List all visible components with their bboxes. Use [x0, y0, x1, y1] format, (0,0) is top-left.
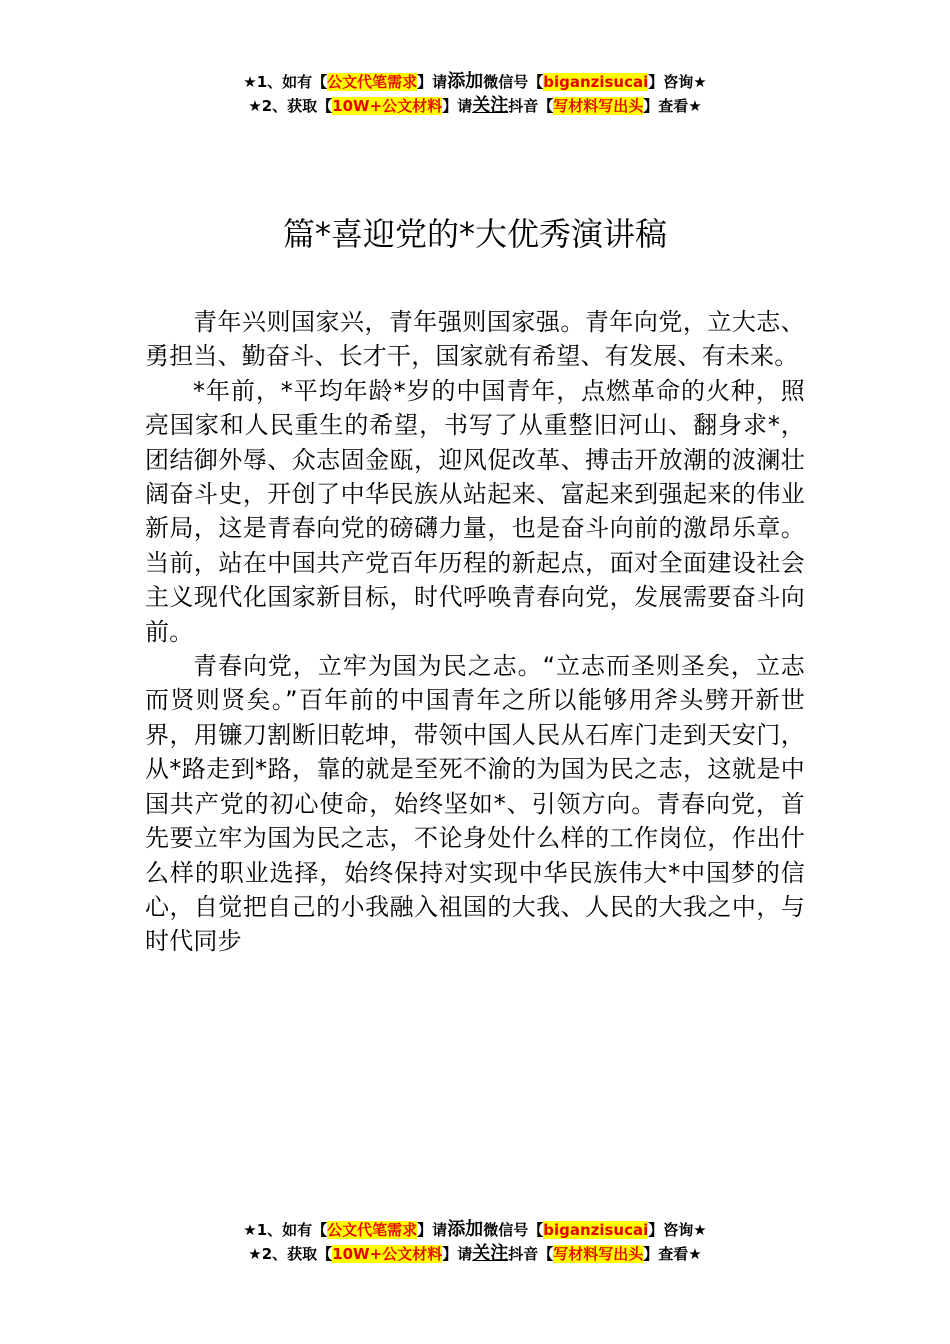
highlight-wechat-id: biganzisucai	[543, 1221, 649, 1239]
emphasis-word: 添加	[447, 71, 484, 92]
banner-text: 】查看★	[643, 1245, 702, 1263]
banner-line-1	[0, 70, 950, 94]
banner-text: 】咨询★	[648, 73, 707, 91]
banner-text: ★2、获取【	[248, 1245, 333, 1263]
banner-line-2	[0, 1242, 950, 1266]
paragraph: *年前，*平均年龄*岁的中国青年，点燃革命的火种，照亮国家和人民重生的希望，书写了从重整旧河山、翻身求*，团结御外辱、众志固金瓯，迎风促改革、搏击开放潮的波澜壮阔奋斗史，开创了中华民族从站起来、富起来到强起来的伟业新局，这是青春向党的磅礴力量，也是奋斗向前的激昂乐章。当前，站在中国共产党百年历程的新起点，面对全面建设社会主义现代化国家新目标，时代呼唤青春向党，发展需要奋斗向前。	[145, 376, 805, 646]
highlight-wechat-id: biganzisucai	[543, 73, 649, 91]
emphasis-word: 关注	[472, 1243, 509, 1264]
banner-text: 】咨询★	[648, 1221, 707, 1239]
highlight-materials: 10W+公文材料	[332, 1245, 443, 1263]
banner-text: 】请	[442, 97, 473, 115]
footer-banner	[0, 1218, 950, 1266]
banner-text: ★1、如有【	[243, 1221, 328, 1239]
banner-text: 微信号【	[483, 1221, 544, 1239]
document-title: 篇*喜迎党的*大优秀演讲稿	[282, 215, 667, 253]
banner-line-1	[0, 1218, 950, 1242]
emphasis-word: 关注	[472, 95, 509, 116]
banner-text: 】查看★	[643, 97, 702, 115]
paragraph: 青年兴则国家兴，青年强则国家强。青年向党，立大志、勇担当、勤奋斗、长才干，国家就有希望、有发展、有未来。	[145, 308, 805, 371]
highlight-service: 公文代笔需求	[327, 73, 418, 91]
banner-text: 】请	[417, 73, 448, 91]
header-banner	[0, 70, 950, 118]
document-body	[145, 305, 805, 959]
banner-text: 】请	[442, 1245, 473, 1263]
banner-text: ★2、获取【	[248, 97, 333, 115]
highlight-service: 公文代笔需求	[327, 1221, 418, 1239]
banner-text: 抖音【	[508, 97, 554, 115]
banner-line-2	[0, 94, 950, 118]
paragraph: 青春向党，立牢为国为民之志。“立志而圣则圣矣，立志而贤则贤矣。”百年前的中国青年之所以能够用斧头劈开新世界，用镰刀割断旧乾坤，带领中国人民从石库门走到天安门，从*路走到*路，靠的就是至死不渝的为国为民之志，这就是中国共产党的初心使命，始终坚如*、引领方向。青春向党，首先要立牢为国为民之志，不论身处什么样的工作岗位，作出什么样的职业选择，始终保持对实现中华民族伟大*中国梦的信心，自觉把自己的小我融入祖国的大我、人民的大我之中，与时代同步	[145, 652, 805, 956]
banner-text: 】请	[417, 1221, 448, 1239]
highlight-douyin-account: 写材料写出头	[553, 97, 644, 115]
emphasis-word: 添加	[447, 1219, 484, 1240]
highlight-materials: 10W+公文材料	[332, 97, 443, 115]
banner-text: 微信号【	[483, 73, 544, 91]
banner-text: ★1、如有【	[243, 73, 328, 91]
highlight-douyin-account: 写材料写出头	[553, 1245, 644, 1263]
banner-text: 抖音【	[508, 1245, 554, 1263]
